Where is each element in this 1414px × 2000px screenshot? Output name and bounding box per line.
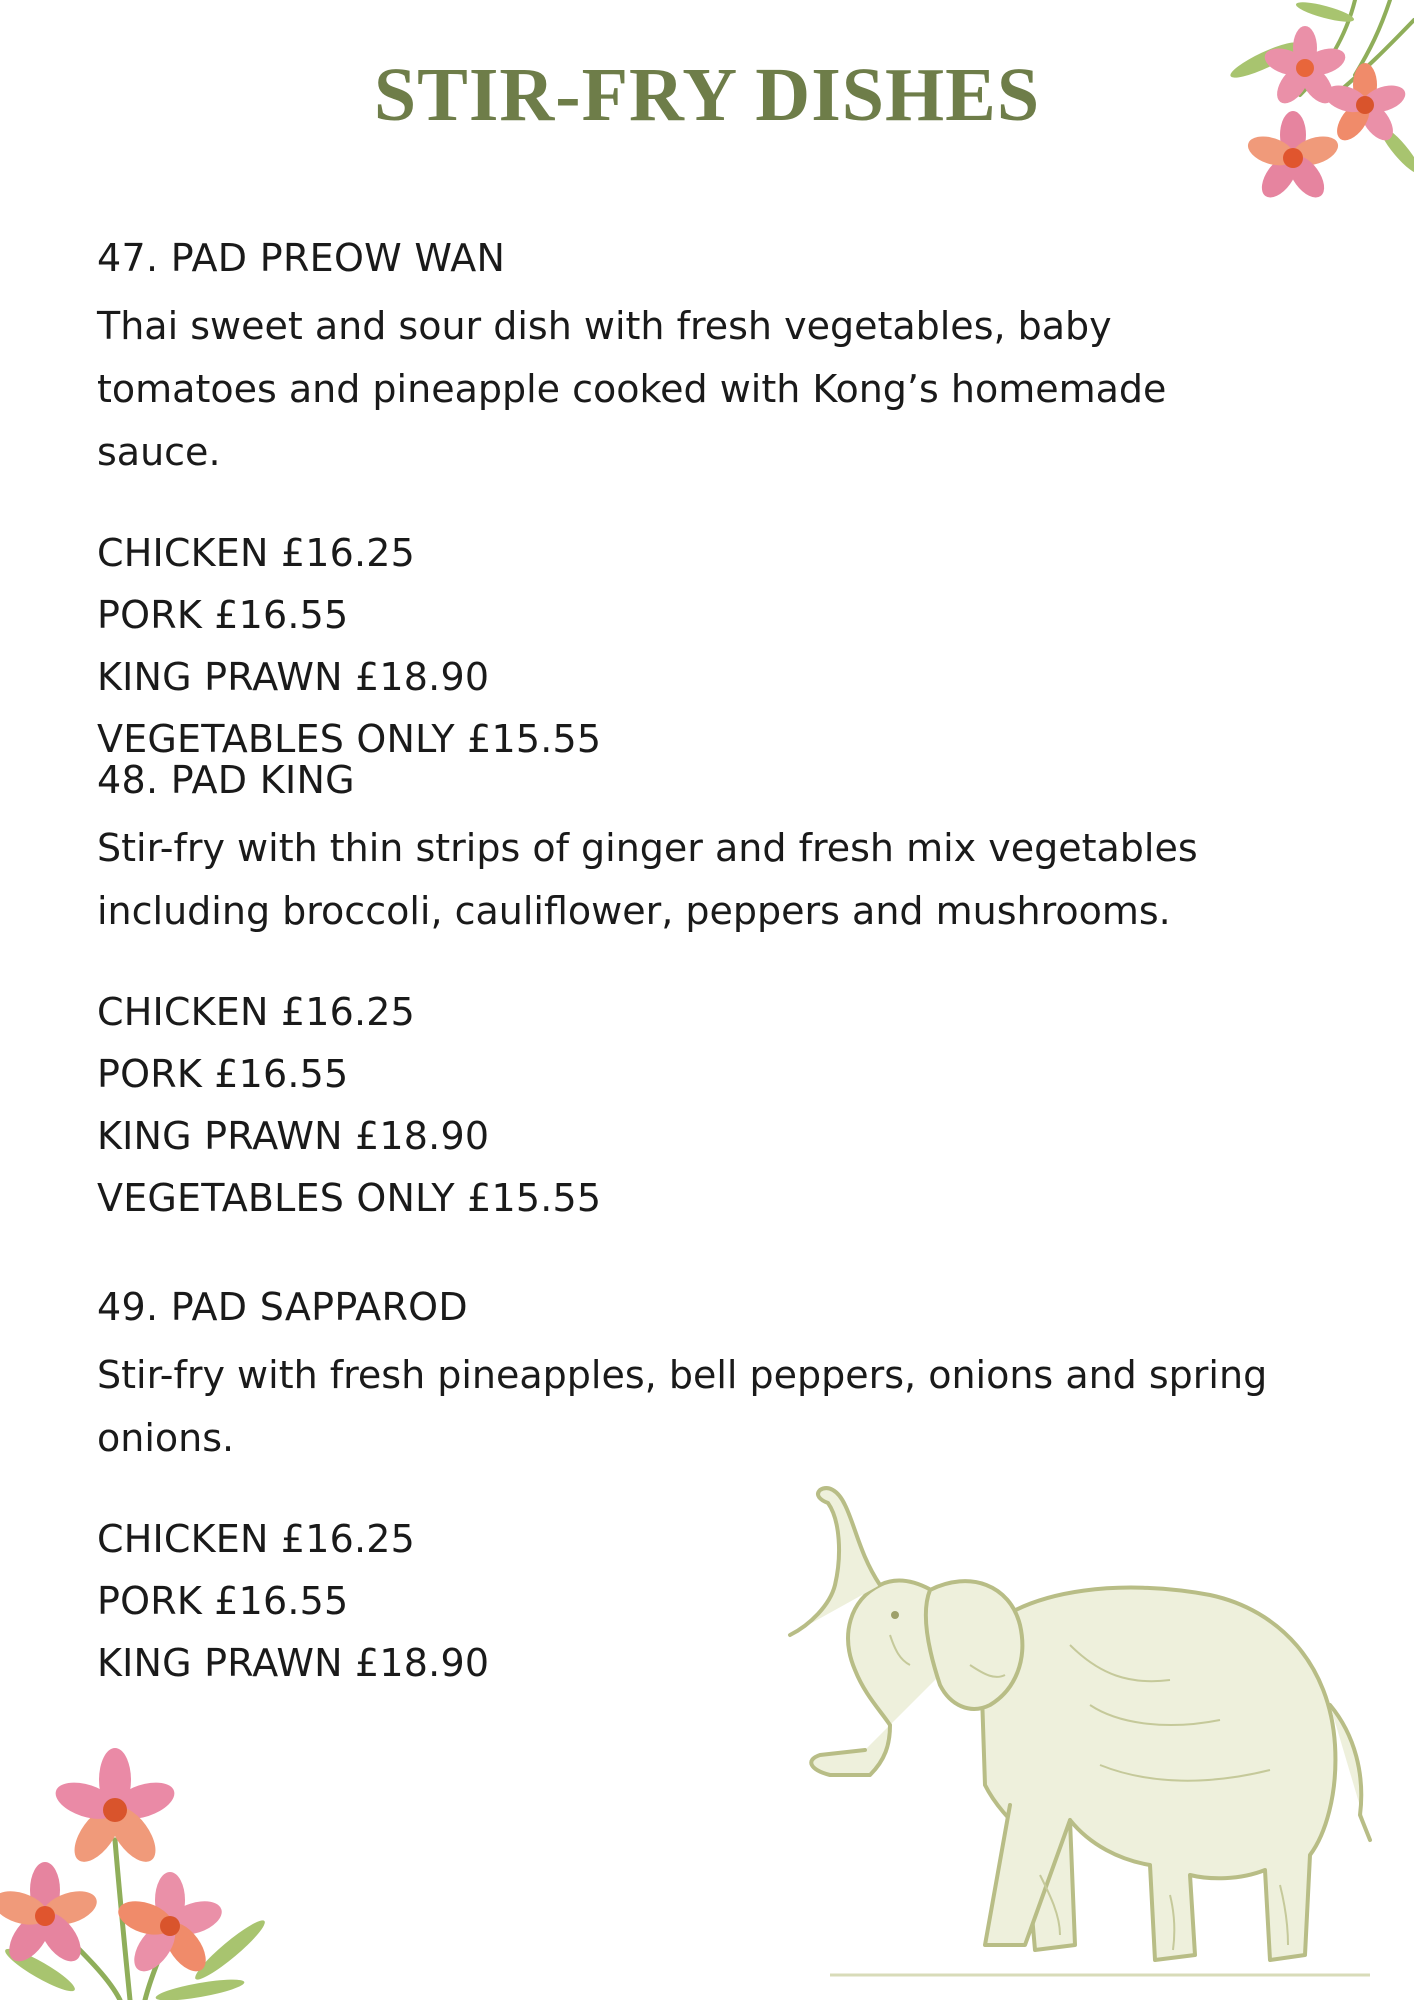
price-item: PORK £16.55 [97,1579,349,1623]
elephant-illustration [770,1475,1390,1990]
price-item: KING PRAWN £18.90 [97,1641,490,1685]
dish-48 [97,755,1277,1229]
dish-description: Thai sweet and sour dish with fresh vegetables, baby tomatoes and pineapple cooked with Kong’s homemade sauce. [97,304,1167,474]
price-item: PORK £16.55 [97,593,349,637]
page-title: STIR-FRY DISHES [373,53,1041,137]
price-item: VEGETABLES ONLY £15.55 [97,1176,602,1220]
orchid-flowers-icon [0,1720,290,2000]
price-item: KING PRAWN £18.90 [97,655,490,699]
dish-title: 48. PAD KING [97,758,355,802]
dish-description: Stir-fry with thin strips of ginger and fresh mix vegetables including broccoli, cauliflower, peppers and mushrooms. [97,826,1198,933]
price-list [97,522,1277,770]
price-item: PORK £16.55 [97,1052,349,1096]
dish-title: 47. PAD PREOW WAN [97,236,506,280]
price-item: CHICKEN £16.25 [97,1517,416,1561]
price-item: KING PRAWN £18.90 [97,1114,490,1158]
price-item: CHICKEN £16.25 [97,990,416,1034]
price-item: VEGETABLES ONLY £15.55 [97,717,602,761]
price-item: CHICKEN £16.25 [97,531,416,575]
dish-47 [97,233,1277,770]
dish-description: Stir-fry with fresh pineapples, bell peppers, onions and spring onions. [97,1353,1268,1460]
price-list [97,981,1277,1229]
dish-title: 49. PAD SAPPAROD [97,1285,468,1329]
